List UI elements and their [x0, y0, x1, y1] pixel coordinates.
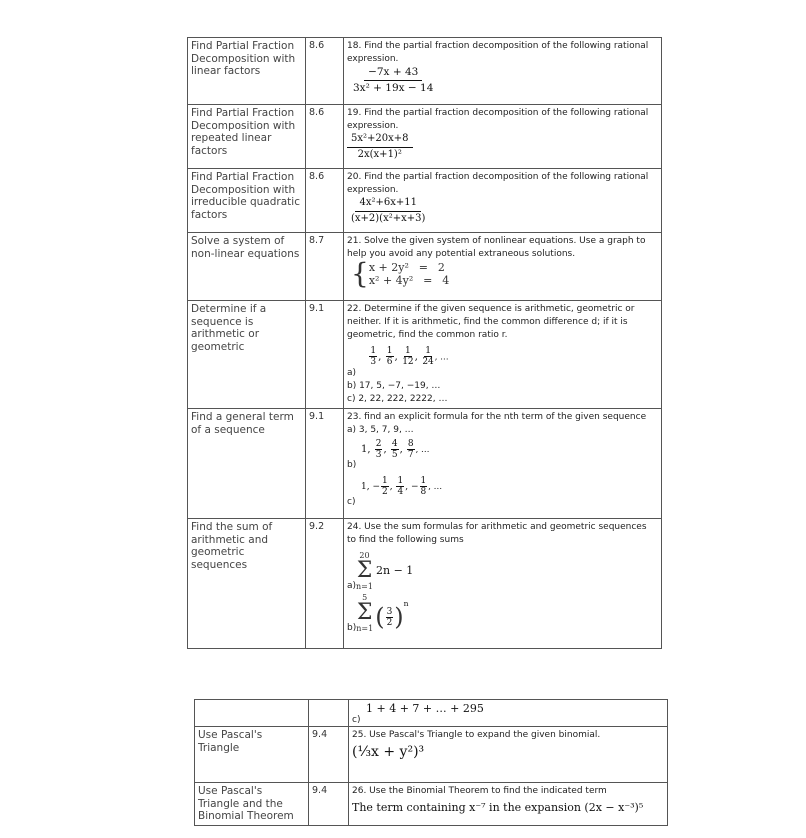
- table-row: [188, 169, 662, 233]
- section-cell: 8.7: [306, 233, 344, 301]
- topic-cell: Find a general term of a sequence: [188, 409, 306, 519]
- sequence-b: 1, $\frac{2}{3}$ , $\frac{4}{5}$ , $\frac{8}{7}$ , …: [361, 439, 430, 460]
- sequence-term: $\frac{1}{6}$: [386, 346, 393, 367]
- topic-cell: Find the sum of arithmetic and geometric sequences: [188, 519, 306, 649]
- topic-cell: Find Partial Fraction Decomposition with irreducible quadratic factors: [188, 169, 306, 233]
- topic-cell: Determine if a sequence is arithmetic or geometric: [188, 301, 306, 409]
- equation-right: 2: [437, 261, 445, 274]
- denominator: 3x² + 19x − 14: [353, 81, 434, 94]
- sequence-term: $\frac{1}{24}$: [422, 346, 434, 367]
- fraction: [349, 66, 437, 94]
- first-term: 1,: [361, 482, 370, 492]
- question-cell: [349, 727, 668, 783]
- table-row: [188, 233, 662, 301]
- fraction: [347, 197, 429, 225]
- binomial-expression: (⅓x + y²)³: [352, 744, 425, 760]
- sum-term: ( $\frac{3}{2}$ )$^n$: [375, 599, 409, 631]
- sum-a: [347, 551, 658, 591]
- numerator: 5x²+20x+8: [347, 133, 413, 148]
- question-cell: [344, 301, 662, 409]
- table-row: [188, 105, 662, 169]
- sigma-icon: 5 Σ n=1: [356, 593, 374, 633]
- topic-cell: Solve a system of non-linear equations: [188, 233, 306, 301]
- equals-sign: =: [423, 274, 433, 287]
- topic-cell: Use Pascal's Triangle: [195, 727, 309, 783]
- study-guide-table-1: [187, 37, 662, 649]
- section-cell: 8.6: [306, 169, 344, 233]
- sum-a-label: a): [347, 581, 357, 591]
- section-cell: 9.1: [306, 301, 344, 409]
- table-row: [195, 700, 668, 727]
- equation-left: x + 2y²: [368, 261, 409, 274]
- binomial-expression: The term containing x⁻⁷ in the expansion (2x − x⁻³)⁵: [352, 801, 644, 814]
- equation-1: [369, 261, 449, 274]
- table-row: [188, 301, 662, 409]
- first-term: 1,: [361, 444, 371, 455]
- question-text: 24. Use the sum formulas for arithmetic and geometric sequences to find the following sums: [347, 522, 647, 545]
- table-row: [195, 783, 668, 826]
- question-text: 19. Find the partial fraction decomposition of the following rational expression.: [347, 108, 649, 131]
- sequence-b-label: b): [347, 460, 357, 470]
- sum-term: 2n − 1: [375, 563, 414, 577]
- equals-sign: =: [418, 261, 428, 274]
- sum-b: [347, 593, 658, 633]
- sequence-term: $\frac{8}{7}$: [407, 439, 414, 460]
- study-guide-table-2: [194, 699, 668, 826]
- equation-right: 4: [442, 274, 450, 287]
- continuation-label: c): [352, 715, 361, 725]
- topic-cell: Use Pascal's Triangle and the Binomial Theorem: [195, 783, 309, 826]
- section-cell: 9.2: [306, 519, 344, 649]
- question-cell: [349, 783, 668, 826]
- table-row: [188, 409, 662, 519]
- sequence-term: $\frac{1}{2}$: [382, 476, 388, 497]
- numerator: 4x²+6x+11: [355, 197, 421, 212]
- table-row: [188, 519, 662, 649]
- question-cell: [344, 409, 662, 519]
- topic-cell: Find Partial Fraction Decomposition with linear factors: [188, 38, 306, 105]
- question-cell: [344, 519, 662, 649]
- topic-cell: Find Partial Fraction Decomposition with repeated linear factors: [188, 105, 306, 169]
- question-text: 23. find an explicit formula for the nth term of the given sequence: [347, 412, 647, 422]
- continuation-expression: 1 + 4 + 7 + … + 295: [366, 702, 484, 715]
- table-row: [188, 38, 662, 105]
- sigma-icon: 20 Σ n=1: [356, 551, 373, 591]
- equation-left: x² + 4y²: [368, 274, 414, 287]
- sequence-b: b) 17, 5, −7, −19, …: [347, 381, 441, 391]
- question-text: 25. Use Pascal's Triangle to expand the given binomial.: [352, 730, 601, 740]
- section-cell: 9.4: [309, 727, 349, 783]
- equation-2: [369, 274, 449, 287]
- left-brace: {: [351, 257, 369, 290]
- sequence-a: $\frac{1}{3}$ , $\frac{1}{6}$ , $\frac{1}{12}$ , $\frac{1}{24}$ , …: [370, 346, 449, 367]
- continuation-cell: [349, 700, 668, 727]
- section-cell: 8.6: [306, 105, 344, 169]
- numerator: −7x + 43: [364, 66, 422, 81]
- section-cell: 8.6: [306, 38, 344, 105]
- question-text: 22. Determine if the given sequence is arithmetic, geometric or neither. If it is arithmetic, find the common difference d; if it is geometric, find the common ratio r.: [347, 304, 635, 340]
- question-text: 26. Use the Binomial Theorem to find the indicated term: [352, 786, 607, 796]
- fraction: [347, 133, 413, 161]
- question-text: 21. Solve the given system of nonlinear equations. Use a graph to help you avoid any potential extraneous solutions.: [347, 236, 646, 259]
- sequence-term: $\frac{4}{5}$: [391, 439, 398, 460]
- section-cell: 9.1: [306, 409, 344, 519]
- denominator: (x+2)(x²+x+3): [351, 212, 426, 224]
- denominator: 2x(x+1)²: [357, 148, 402, 160]
- question-cell: [344, 169, 662, 233]
- question-text: 18. Find the partial fraction decomposition of the following rational expression.: [347, 41, 649, 64]
- sequence-a-label: a): [347, 368, 357, 378]
- table-row: [195, 727, 668, 783]
- sequence-c: c) 2, 22, 222, 2222, …: [347, 394, 448, 404]
- sum-b-label: b): [347, 623, 357, 633]
- sequence-term: $\frac{1}{4}$: [397, 476, 404, 497]
- equation-system: [351, 257, 450, 290]
- sequence-c: 1, − $\frac{1}{2}$ , $\frac{1}{4}$ , − $\frac{1}{8}$ , …: [361, 476, 443, 497]
- sequence-term: $\frac{1}{3}$: [370, 346, 377, 367]
- question-text: 20. Find the partial fraction decomposition of the following rational expression.: [347, 172, 649, 195]
- sequence-term: $\frac{2}{3}$: [375, 439, 382, 460]
- section-cell: 9.4: [309, 783, 349, 826]
- sequence-term: $\frac{1}{12}$: [402, 346, 414, 367]
- sequence-term: $\frac{1}{8}$: [420, 476, 427, 497]
- sequence-c-label: c): [347, 497, 356, 507]
- sequence-a: a) 3, 5, 7, 9, …: [347, 425, 414, 435]
- question-cell: [344, 233, 662, 301]
- question-cell: [344, 105, 662, 169]
- question-cell: [344, 38, 662, 105]
